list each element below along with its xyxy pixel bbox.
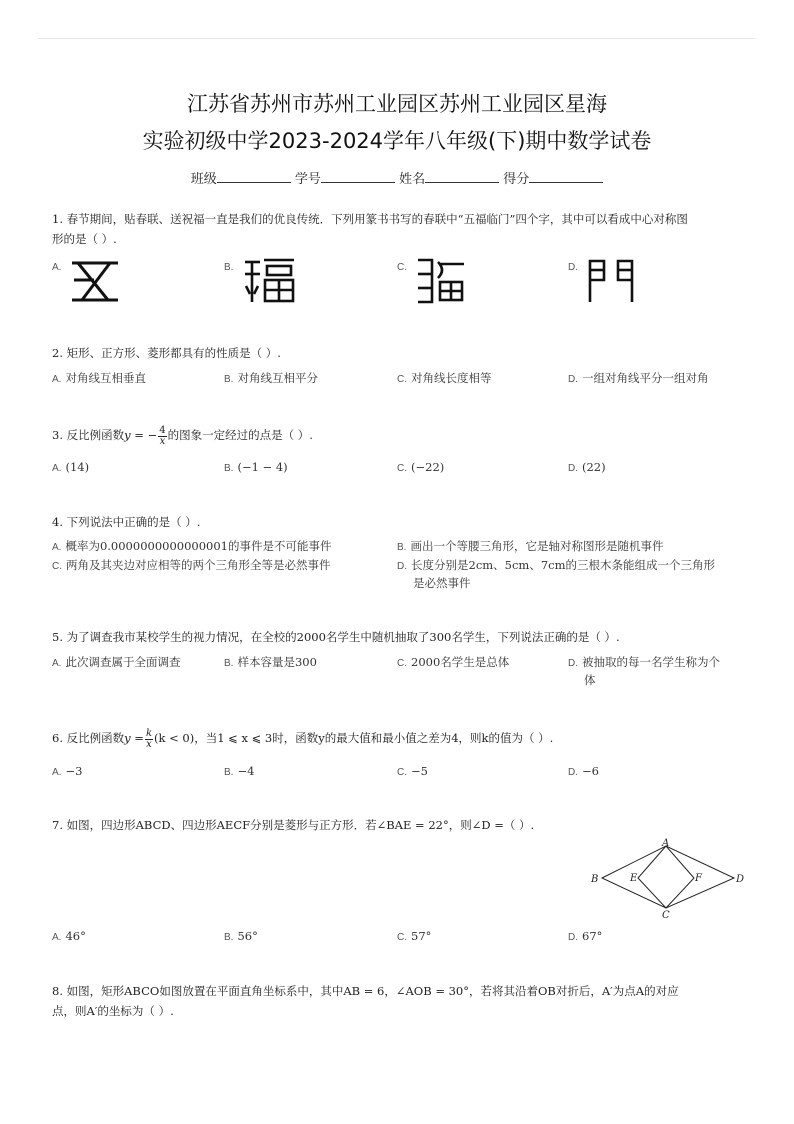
- q4-option-b[interactable]: B. 画出一个等腰三角形，它是轴对称图形是随机事件: [397, 539, 664, 553]
- q6-option-c[interactable]: C. −5: [397, 764, 428, 778]
- q2-option-b[interactable]: B. 对角线互相平分: [224, 371, 318, 385]
- question-1: [52, 209, 742, 249]
- q7-option-c[interactable]: C. 57°: [397, 929, 432, 943]
- q5-option-c[interactable]: C. 2000名学生是总体: [397, 655, 510, 669]
- name-blank[interactable]: [425, 170, 499, 183]
- label-d: D: [736, 874, 745, 885]
- class-label: 班级: [190, 172, 217, 187]
- q5-option-b[interactable]: B. 样本容量是300: [224, 655, 317, 669]
- label-f: F: [695, 873, 702, 884]
- class-blank[interactable]: [217, 170, 291, 183]
- q2-option-c[interactable]: C. 对角线长度相等: [397, 371, 492, 385]
- q6-expression: y =: [124, 731, 144, 745]
- id-blank[interactable]: [321, 170, 395, 183]
- q6-option-a[interactable]: A. −3: [52, 764, 83, 778]
- q4-option-d-line2: 是必然事件: [413, 576, 471, 590]
- q4-option-c[interactable]: C. 两角及其夹边对应相等的两个三角形全等是必然事件: [52, 558, 331, 572]
- question-8-stem-line2: 点，则A′的坐标为（ ）.: [52, 1004, 174, 1018]
- q5-option-d[interactable]: D. 被抽取的每一名学生称为个: [568, 655, 720, 669]
- exam-title-line1: 江苏省苏州市苏州工业园区苏州工业园区星海: [187, 92, 607, 116]
- q7-rhombus-square-diagram: [588, 838, 748, 920]
- q5-option-d-line2: 体: [584, 673, 596, 687]
- seal-character-men-image: [584, 256, 638, 304]
- question-8: [52, 981, 742, 1021]
- q6-fraction: $\frac{k}{x}$: [145, 727, 152, 750]
- q1-option-a[interactable]: A.: [52, 262, 62, 273]
- question-3-stem: 3. 反比例函数y = − $\frac{4}{x}$ 的图象一定经过的点是（ ）.: [52, 424, 313, 447]
- q7-option-b[interactable]: B. 56°: [224, 929, 258, 943]
- q3-option-a[interactable]: A. (14): [52, 460, 90, 474]
- question-5-stem: 5. 为了调查我市某校学生的视力情况，在全校的2000名学生中随机抽取了300名学生，下列说法正确的是（ ）.: [52, 630, 620, 644]
- question-6-stem: 6. 反比例函数y = $\frac{k}{x}$ (k < 0)，当1 ⩽ x ⩽ 3时，函数y的最大值和最小值之差为4，则k的值为（ ）.: [52, 727, 554, 750]
- label-e: E: [630, 873, 638, 884]
- question-1-stem-line1: 1. 春节期间，贴春联、送祝福一直是我们的优良传统．下列用篆书书写的春联中“五福临门”四个字，其中可以看成中心对称图: [52, 212, 688, 226]
- question-4-stem: 4. 下列说法中正确的是（ ）.: [52, 515, 201, 529]
- q3-fraction: $\frac{4}{x}$: [159, 424, 166, 447]
- question-7-stem: 7. 如图，四边形ABCD、四边形AECF分别是菱形与正方形．若∠BAE = 22°，则∠D =（ ）.: [52, 818, 535, 832]
- seal-character-wu-image: [68, 258, 122, 304]
- q7-option-a[interactable]: A. 46°: [52, 929, 86, 943]
- q5-option-a[interactable]: A. 此次调查属于全面调查: [52, 655, 181, 669]
- score-blank[interactable]: [529, 170, 603, 183]
- q2-option-d[interactable]: D. 一组对角线平分一组对角: [568, 371, 709, 385]
- label-a: A: [662, 838, 670, 849]
- label-c: C: [662, 910, 670, 920]
- q2-option-a[interactable]: A. 对角线互相垂直: [52, 371, 146, 385]
- question-2-stem: 2. 矩形、正方形、菱形都具有的性质是（ ）.: [52, 346, 281, 360]
- q6-option-d[interactable]: D. −6: [568, 764, 599, 778]
- q1-option-b[interactable]: B.: [224, 262, 234, 273]
- rhombus-abcd: [602, 846, 734, 908]
- question-1-stem-line2: 形的是（ ）.: [52, 232, 117, 246]
- top-rule: [38, 38, 756, 39]
- score-label: 得分: [503, 172, 530, 187]
- q6-option-b[interactable]: B. −4: [224, 764, 255, 778]
- q3-expression: y = −: [124, 428, 158, 442]
- q3-option-d[interactable]: D. (22): [568, 460, 606, 474]
- q4-option-d[interactable]: D. 长度分别是2cm、5cm、7cm的三根木条能组成一个三角形: [397, 558, 715, 572]
- q7-option-d[interactable]: D. 67°: [568, 929, 603, 943]
- q3-option-b[interactable]: B. (−1 − 4): [224, 460, 288, 474]
- q3-option-c[interactable]: C. (−22): [397, 460, 445, 474]
- exam-title-line2: 实验初级中学2023-2024学年八年级(下)期中数学试卷: [142, 129, 652, 153]
- q4-option-a[interactable]: A. 概率为0.0000000000000001的事件是不可能事件: [52, 539, 332, 553]
- q1-option-d[interactable]: D.: [568, 262, 578, 273]
- label-b: B: [591, 874, 599, 885]
- question-8-stem-line1: 8. 如图，矩形ABCO如图放置在平面直角坐标系中，其中AB = 6，∠AOB = 30°，若将其沿着OB对折后，A′为点A的对应: [52, 984, 679, 998]
- seal-character-lin-image: [414, 256, 468, 304]
- seal-character-fu-image: [242, 256, 296, 304]
- student-info-line: [0, 168, 794, 187]
- name-label: 姓名: [399, 172, 426, 187]
- q1-option-c[interactable]: C.: [397, 262, 407, 273]
- id-label: 学号: [294, 172, 321, 187]
